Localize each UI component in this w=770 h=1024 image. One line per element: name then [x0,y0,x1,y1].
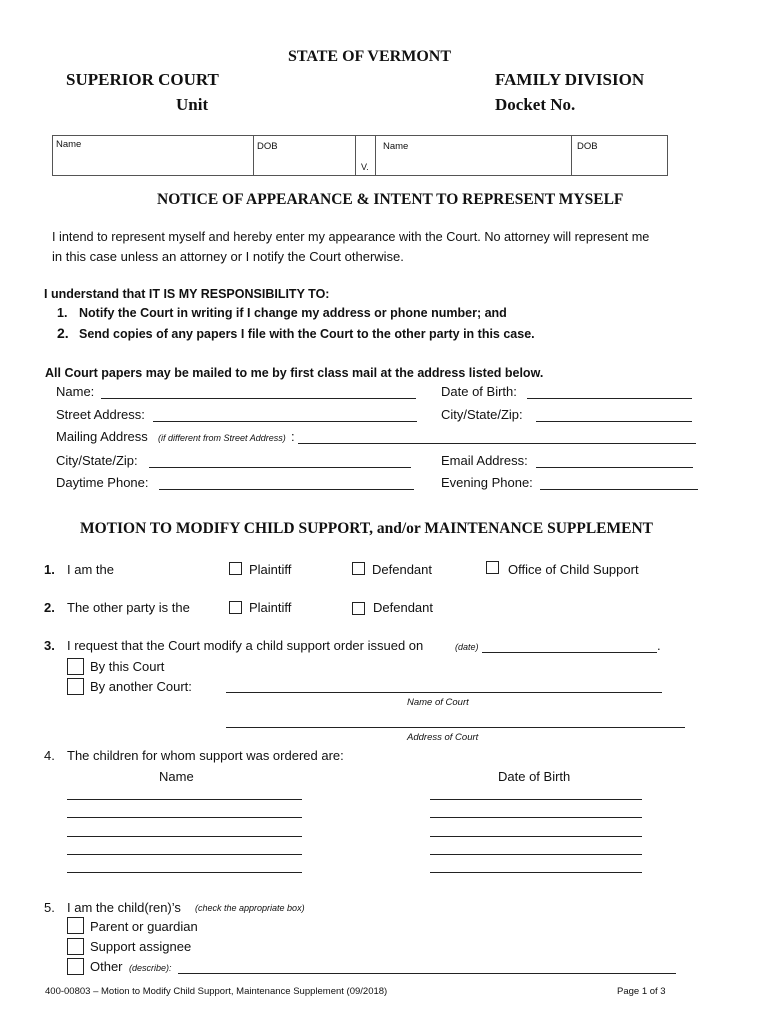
responsibility-num-1: 1. [57,306,68,320]
child-dob-field[interactable] [430,817,642,818]
q3-this-court-label: By this Court [90,659,165,674]
daytime-phone-label: Daytime Phone: [56,475,149,490]
q5-other-field[interactable] [178,973,676,974]
q1-ocs-label: Office of Child Support [508,562,639,577]
q2-plaintiff-label: Plaintiff [249,600,292,615]
notice-intro-line2: in this case unless an attorney or I notify the Court otherwise. [52,249,404,264]
mail-note: All Court papers may be mailed to me by first class mail at the address listed below. [45,366,544,380]
division-heading: FAMILY DIVISION [495,70,645,89]
q5-note: (check the appropriate box) [195,903,305,913]
court-heading: SUPERIOR COURT [66,70,219,89]
table-divider [571,136,572,175]
child-dob-field[interactable] [430,854,642,855]
q5-parent-checkbox[interactable] [67,917,84,934]
unit-label: Unit [176,95,209,114]
q2-number: 2. [44,600,55,615]
child-dob-field[interactable] [430,836,642,837]
state-heading: STATE OF VERMONT [288,48,451,65]
child-name-field[interactable] [67,836,302,837]
responsibility-item-2: Send copies of any papers I file with the Court to the other party in this case. [79,327,535,341]
q5-parent-label: Parent or guardian [90,919,198,934]
q1-plaintiff-checkbox[interactable] [229,562,242,575]
table-divider [253,136,254,175]
child-name-field[interactable] [67,817,302,818]
q3-another-court-label: By another Court: [90,679,192,694]
q2-label: The other party is the [67,600,190,615]
city-state-zip-2-label: City/State/Zip: [56,453,138,468]
q1-defendant-label: Defendant [372,562,432,577]
city-state-zip-2-field[interactable] [149,467,411,468]
q5-other-checkbox[interactable] [67,958,84,975]
child-name-field[interactable] [67,854,302,855]
q3-number: 3. [44,638,55,653]
q2-plaintiff-checkbox[interactable] [229,601,242,614]
q4-number: 4. [44,748,55,763]
q3-court-address-field[interactable] [226,727,685,728]
email-label: Email Address: [441,453,528,468]
dob-field[interactable] [527,398,692,399]
child-name-field[interactable] [67,799,302,800]
daytime-phone-field[interactable] [159,489,414,490]
q3-court-name-field[interactable] [226,692,662,693]
responsibility-heading: I understand that IT IS MY RESPONSIBILITY TO: [44,287,330,301]
child-name-field[interactable] [67,872,302,873]
q4-dob-column: Date of Birth [498,769,571,784]
q5-other-note: (describe): [129,963,172,973]
q5-label: I am the child(ren)’s [67,900,181,915]
q3-another-court-checkbox[interactable] [67,678,84,695]
child-dob-field[interactable] [430,872,642,873]
notice-intro-line1: I intend to represent myself and hereby enter my appearance with the Court. No attorney will represent me [52,230,650,244]
q4-name-column: Name [159,769,194,784]
party1-name-label: Name [56,139,82,150]
table-divider [375,136,376,175]
q5-assignee-label: Support assignee [90,939,192,954]
q1-label: I am the [67,562,114,577]
q3-label: I request that the Court modify a child support order issued on [67,638,424,653]
child-dob-field[interactable] [430,799,642,800]
docket-label: Docket No. [495,95,576,114]
q3-period: . [657,638,661,653]
q2-defendant-checkbox[interactable] [352,602,365,615]
q3-court-name-caption: Name of Court [407,697,469,708]
q3-court-address-caption: Address of Court [407,732,479,743]
mailing-label: Mailing Address [56,429,148,444]
notice-title: NOTICE OF APPEARANCE & INTENT TO REPRESENT MYSELF [157,191,624,208]
q5-assignee-checkbox[interactable] [67,938,84,955]
q2-defendant-label: Defendant [373,600,433,615]
q3-date-note: (date) [455,642,479,652]
city-state-zip-label: City/State/Zip: [441,407,523,422]
city-state-zip-field[interactable] [536,421,692,422]
versus-label: V. [361,162,369,172]
q5-number: 5. [44,900,55,915]
responsibility-item-1: Notify the Court in writing if I change my address or phone number; and [79,306,507,320]
dob-label: Date of Birth: [441,384,517,399]
party2-name-label: Name [383,141,409,152]
mailing-colon: : [291,429,295,444]
name-field[interactable] [101,398,416,399]
q4-label: The children for whom support was ordered are: [67,748,344,763]
q3-date-field[interactable] [482,652,657,653]
q5-other-label: Other [90,959,123,974]
party2-dob-label: DOB [577,141,598,152]
q1-number: 1. [44,562,55,577]
responsibility-num-2: 2. [57,325,69,341]
table-divider [355,136,356,175]
q1-plaintiff-label: Plaintiff [249,562,292,577]
q1-ocs-checkbox[interactable] [486,561,499,574]
street-field[interactable] [153,421,417,422]
mailing-field[interactable] [298,443,696,444]
party-table [52,135,668,176]
party1-dob-label: DOB [257,141,278,152]
evening-phone-field[interactable] [540,489,698,490]
email-field[interactable] [536,467,693,468]
mailing-note: (if different from Street Address) [158,433,286,443]
q3-this-court-checkbox[interactable] [67,658,84,675]
name-label: Name: [56,384,95,399]
form-id: 400-00803 – Motion to Modify Child Support, Maintenance Supplement (09/2018) [45,986,388,997]
evening-phone-label: Evening Phone: [441,475,533,490]
street-label: Street Address: [56,407,145,422]
motion-title: MOTION TO MODIFY CHILD SUPPORT, and/or MAINTENANCE SUPPLEMENT [80,520,654,537]
q1-defendant-checkbox[interactable] [352,562,365,575]
page-number: Page 1 of 3 [617,986,666,997]
